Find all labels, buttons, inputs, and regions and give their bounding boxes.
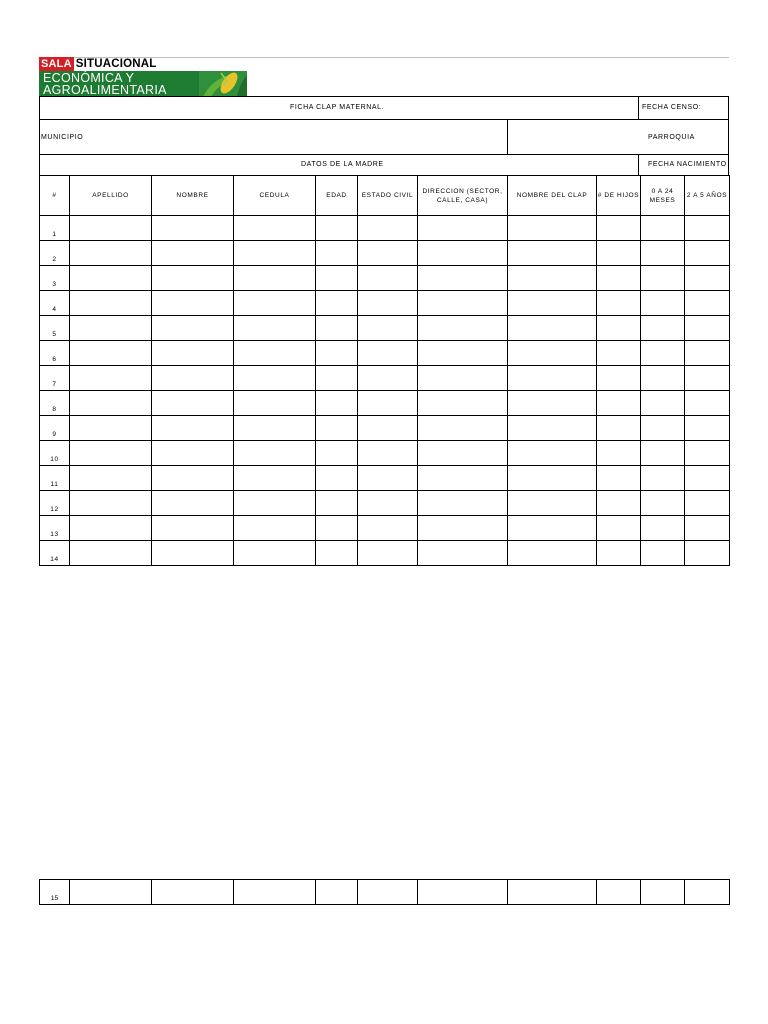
entry-cell[interactable] bbox=[152, 291, 234, 316]
entry-cell[interactable] bbox=[316, 241, 358, 266]
entry-cell[interactable] bbox=[685, 880, 730, 905]
entry-cell[interactable] bbox=[418, 216, 508, 241]
entry-cell[interactable] bbox=[685, 416, 730, 441]
entry-cell[interactable] bbox=[418, 516, 508, 541]
entry-cell[interactable] bbox=[316, 466, 358, 491]
row-number: 12 bbox=[40, 491, 70, 516]
entry-cell[interactable] bbox=[597, 241, 641, 266]
entry-cell[interactable] bbox=[234, 491, 316, 516]
entry-cell[interactable] bbox=[508, 441, 597, 466]
table-row bbox=[40, 241, 730, 266]
entry-cell[interactable] bbox=[70, 241, 152, 266]
entry-cell[interactable] bbox=[418, 491, 508, 516]
entry-cell[interactable] bbox=[685, 291, 730, 316]
entry-cell[interactable] bbox=[234, 541, 316, 566]
entry-cell[interactable] bbox=[234, 241, 316, 266]
row-number: 1 bbox=[40, 216, 70, 241]
entry-cell[interactable] bbox=[152, 880, 234, 905]
entry-cell[interactable] bbox=[358, 241, 418, 266]
entry-cell[interactable] bbox=[234, 441, 316, 466]
entry-cell[interactable] bbox=[358, 441, 418, 466]
entry-cell[interactable] bbox=[597, 391, 641, 416]
entry-cell[interactable] bbox=[641, 880, 685, 905]
entry-cell[interactable] bbox=[234, 516, 316, 541]
entry-cell[interactable] bbox=[234, 416, 316, 441]
table-row bbox=[40, 466, 730, 491]
entry-cell[interactable] bbox=[641, 216, 685, 241]
entry-cell[interactable] bbox=[418, 341, 508, 366]
col-header-estado-civil: ESTADO CIVIL bbox=[358, 176, 418, 216]
entry-cell[interactable] bbox=[358, 880, 418, 905]
mothers-table-continued bbox=[39, 879, 730, 905]
entry-cell[interactable] bbox=[70, 291, 152, 316]
entry-cell[interactable] bbox=[508, 541, 597, 566]
entry-cell[interactable] bbox=[641, 341, 685, 366]
entry-cell[interactable] bbox=[152, 366, 234, 391]
entry-cell[interactable] bbox=[152, 266, 234, 291]
entry-cell[interactable] bbox=[641, 366, 685, 391]
entry-cell[interactable] bbox=[358, 391, 418, 416]
entry-cell[interactable] bbox=[508, 491, 597, 516]
entry-cell[interactable] bbox=[685, 391, 730, 416]
entry-cell[interactable] bbox=[358, 466, 418, 491]
entry-cell[interactable] bbox=[234, 266, 316, 291]
entry-cell[interactable] bbox=[597, 880, 641, 905]
entry-cell[interactable] bbox=[234, 291, 316, 316]
entry-cell[interactable] bbox=[152, 241, 234, 266]
entry-cell[interactable] bbox=[316, 491, 358, 516]
table-header-row bbox=[40, 176, 730, 216]
entry-cell[interactable] bbox=[597, 416, 641, 441]
row-number: 9 bbox=[40, 416, 70, 441]
entry-cell[interactable] bbox=[70, 316, 152, 341]
entry-cell[interactable] bbox=[152, 216, 234, 241]
entry-cell[interactable] bbox=[418, 880, 508, 905]
entry-cell[interactable] bbox=[508, 880, 597, 905]
entry-cell[interactable] bbox=[418, 441, 508, 466]
table-row bbox=[40, 491, 730, 516]
logo-banner bbox=[39, 71, 247, 97]
logo-top-line bbox=[39, 57, 157, 71]
entry-cell[interactable] bbox=[316, 541, 358, 566]
row-number: 4 bbox=[40, 291, 70, 316]
entry-cell[interactable] bbox=[685, 541, 730, 566]
entry-cell[interactable] bbox=[234, 341, 316, 366]
entry-cell[interactable] bbox=[316, 416, 358, 441]
municipio-cell bbox=[39, 119, 508, 155]
col-header-apellido: APELLIDO bbox=[70, 176, 152, 216]
col-header-2-5-anos: 2 A 5 AÑOS bbox=[685, 176, 730, 216]
row-number: 11 bbox=[40, 466, 70, 491]
col-header-cedula: CEDULA bbox=[234, 176, 316, 216]
table-row bbox=[40, 516, 730, 541]
entry-cell[interactable] bbox=[685, 366, 730, 391]
entry-cell[interactable] bbox=[641, 516, 685, 541]
entry-cell[interactable] bbox=[597, 491, 641, 516]
entry-cell[interactable] bbox=[358, 416, 418, 441]
entry-cell[interactable] bbox=[234, 466, 316, 491]
logo-line-2: AGROALIMENTARIA bbox=[43, 83, 167, 97]
entry-cell[interactable] bbox=[641, 391, 685, 416]
row-number: 10 bbox=[40, 441, 70, 466]
entry-cell[interactable] bbox=[597, 516, 641, 541]
entry-cell[interactable] bbox=[70, 441, 152, 466]
municipio-label: MUNICIPIO bbox=[41, 134, 84, 141]
entry-cell[interactable] bbox=[597, 366, 641, 391]
entry-cell[interactable] bbox=[152, 491, 234, 516]
entry-cell[interactable] bbox=[316, 266, 358, 291]
entry-cell[interactable] bbox=[316, 391, 358, 416]
entry-cell[interactable] bbox=[685, 491, 730, 516]
entry-cell[interactable] bbox=[685, 241, 730, 266]
entry-cell[interactable] bbox=[152, 516, 234, 541]
entry-cell[interactable] bbox=[418, 541, 508, 566]
entry-cell[interactable] bbox=[152, 391, 234, 416]
parroquia-cell bbox=[507, 119, 729, 155]
entry-cell[interactable] bbox=[418, 291, 508, 316]
col-header-0-24-meses: 0 A 24 MESES bbox=[641, 176, 685, 216]
entry-cell[interactable] bbox=[358, 491, 418, 516]
entry-cell[interactable] bbox=[358, 216, 418, 241]
entry-cell[interactable] bbox=[597, 266, 641, 291]
row-number: 8 bbox=[40, 391, 70, 416]
entry-cell[interactable] bbox=[234, 216, 316, 241]
entry-cell[interactable] bbox=[358, 366, 418, 391]
fecha-censo-label: FECHA CENSO: bbox=[642, 104, 702, 111]
entry-cell[interactable] bbox=[641, 491, 685, 516]
entry-cell[interactable] bbox=[597, 441, 641, 466]
entry-cell[interactable] bbox=[152, 541, 234, 566]
corn-icon bbox=[199, 71, 247, 97]
table-row bbox=[40, 441, 730, 466]
table-row bbox=[40, 216, 730, 241]
entry-cell[interactable] bbox=[641, 291, 685, 316]
entry-cell[interactable] bbox=[316, 341, 358, 366]
table-row bbox=[40, 391, 730, 416]
row-number: 15 bbox=[40, 880, 70, 905]
entry-cell[interactable] bbox=[152, 416, 234, 441]
entry-cell[interactable] bbox=[508, 466, 597, 491]
entry-cell[interactable] bbox=[641, 241, 685, 266]
entry-cell[interactable] bbox=[508, 241, 597, 266]
col-header-nombre: NOMBRE bbox=[152, 176, 234, 216]
entry-cell[interactable] bbox=[234, 316, 316, 341]
row-number: 3 bbox=[40, 266, 70, 291]
entry-cell[interactable] bbox=[152, 316, 234, 341]
entry-cell[interactable] bbox=[685, 441, 730, 466]
table-row bbox=[40, 880, 730, 905]
entry-cell[interactable] bbox=[234, 391, 316, 416]
entry-cell[interactable] bbox=[70, 541, 152, 566]
entry-cell[interactable] bbox=[234, 880, 316, 905]
entry-cell[interactable] bbox=[70, 391, 152, 416]
entry-cell[interactable] bbox=[418, 266, 508, 291]
entry-cell[interactable] bbox=[358, 341, 418, 366]
entry-cell[interactable] bbox=[316, 880, 358, 905]
entry-cell[interactable] bbox=[70, 216, 152, 241]
entry-cell[interactable] bbox=[316, 366, 358, 391]
entry-cell[interactable] bbox=[641, 266, 685, 291]
entry-cell[interactable] bbox=[597, 541, 641, 566]
table-row bbox=[40, 341, 730, 366]
row-number: 2 bbox=[40, 241, 70, 266]
entry-cell[interactable] bbox=[70, 366, 152, 391]
entry-cell[interactable] bbox=[418, 466, 508, 491]
entry-cell[interactable] bbox=[316, 441, 358, 466]
entry-cell[interactable] bbox=[641, 541, 685, 566]
form-title: FICHA CLAP MATERNAL. bbox=[290, 104, 385, 111]
entry-cell[interactable] bbox=[508, 366, 597, 391]
entry-cell[interactable] bbox=[418, 366, 508, 391]
row-number: 5 bbox=[40, 316, 70, 341]
entry-cell[interactable] bbox=[70, 516, 152, 541]
entry-cell[interactable] bbox=[316, 516, 358, 541]
entry-cell[interactable] bbox=[152, 341, 234, 366]
mothers-table bbox=[39, 175, 730, 566]
entry-cell[interactable] bbox=[508, 216, 597, 241]
table-row bbox=[40, 316, 730, 341]
entry-cell[interactable] bbox=[418, 316, 508, 341]
entry-cell[interactable] bbox=[685, 266, 730, 291]
entry-cell[interactable] bbox=[70, 880, 152, 905]
entry-cell[interactable] bbox=[685, 516, 730, 541]
entry-cell[interactable] bbox=[508, 516, 597, 541]
logo-line-1: ECONÓMICA Y bbox=[43, 71, 135, 85]
row-number: 6 bbox=[40, 341, 70, 366]
entry-cell[interactable] bbox=[152, 441, 234, 466]
table-row bbox=[40, 291, 730, 316]
row-number: 13 bbox=[40, 516, 70, 541]
entry-cell[interactable] bbox=[358, 291, 418, 316]
entry-cell[interactable] bbox=[597, 216, 641, 241]
fecha-nacimiento-label: FECHA NACIMIENTO bbox=[648, 161, 727, 168]
entry-cell[interactable] bbox=[508, 416, 597, 441]
entry-cell[interactable] bbox=[418, 391, 508, 416]
entry-cell[interactable] bbox=[641, 466, 685, 491]
entry-cell[interactable] bbox=[316, 291, 358, 316]
col-header-hijos: # DE HIJOS bbox=[597, 176, 641, 216]
entry-cell[interactable] bbox=[641, 316, 685, 341]
entry-cell[interactable] bbox=[508, 266, 597, 291]
entry-cell[interactable] bbox=[70, 466, 152, 491]
entry-cell[interactable] bbox=[641, 441, 685, 466]
entry-cell[interactable] bbox=[685, 466, 730, 491]
entry-cell[interactable] bbox=[685, 341, 730, 366]
col-header-nombre-clap: NOMBRE DEL CLAP bbox=[508, 176, 597, 216]
parroquia-label: PARROQUIA bbox=[648, 134, 695, 141]
table-row bbox=[40, 541, 730, 566]
table-row bbox=[40, 366, 730, 391]
entry-cell[interactable] bbox=[508, 291, 597, 316]
entry-cell[interactable] bbox=[70, 416, 152, 441]
entry-cell[interactable] bbox=[685, 316, 730, 341]
entry-cell[interactable] bbox=[597, 316, 641, 341]
entry-cell[interactable] bbox=[358, 541, 418, 566]
entry-cell[interactable] bbox=[316, 316, 358, 341]
entry-cell[interactable] bbox=[641, 416, 685, 441]
entry-cell[interactable] bbox=[597, 341, 641, 366]
entry-cell[interactable] bbox=[358, 516, 418, 541]
entry-cell[interactable] bbox=[70, 491, 152, 516]
entry-cell[interactable] bbox=[685, 216, 730, 241]
logo-situacional-text: SITUACIONAL bbox=[75, 58, 157, 70]
col-header-edad: EDAD bbox=[316, 176, 358, 216]
row-number: 7 bbox=[40, 366, 70, 391]
entry-cell[interactable] bbox=[508, 316, 597, 341]
entry-cell[interactable] bbox=[508, 341, 597, 366]
entry-cell[interactable] bbox=[418, 241, 508, 266]
table-row bbox=[40, 416, 730, 441]
entry-cell[interactable] bbox=[597, 466, 641, 491]
entry-cell[interactable] bbox=[508, 391, 597, 416]
logo-sala-text: SALA bbox=[41, 58, 72, 70]
entry-cell[interactable] bbox=[70, 266, 152, 291]
entry-cell[interactable] bbox=[70, 341, 152, 366]
entry-cell[interactable] bbox=[234, 366, 316, 391]
col-header-number: # bbox=[40, 176, 70, 216]
entry-cell[interactable] bbox=[358, 316, 418, 341]
entry-cell[interactable] bbox=[152, 466, 234, 491]
col-header-direccion: DIRECCION (SECTOR, CALLE, CASA) bbox=[418, 176, 508, 216]
sala-situacional-logo bbox=[39, 57, 247, 97]
datos-madre-label: DATOS DE LA MADRE bbox=[301, 161, 384, 168]
entry-cell[interactable] bbox=[597, 291, 641, 316]
entry-cell[interactable] bbox=[358, 266, 418, 291]
row-number: 14 bbox=[40, 541, 70, 566]
entry-cell[interactable] bbox=[418, 416, 508, 441]
entry-cell[interactable] bbox=[316, 216, 358, 241]
table-row bbox=[40, 266, 730, 291]
